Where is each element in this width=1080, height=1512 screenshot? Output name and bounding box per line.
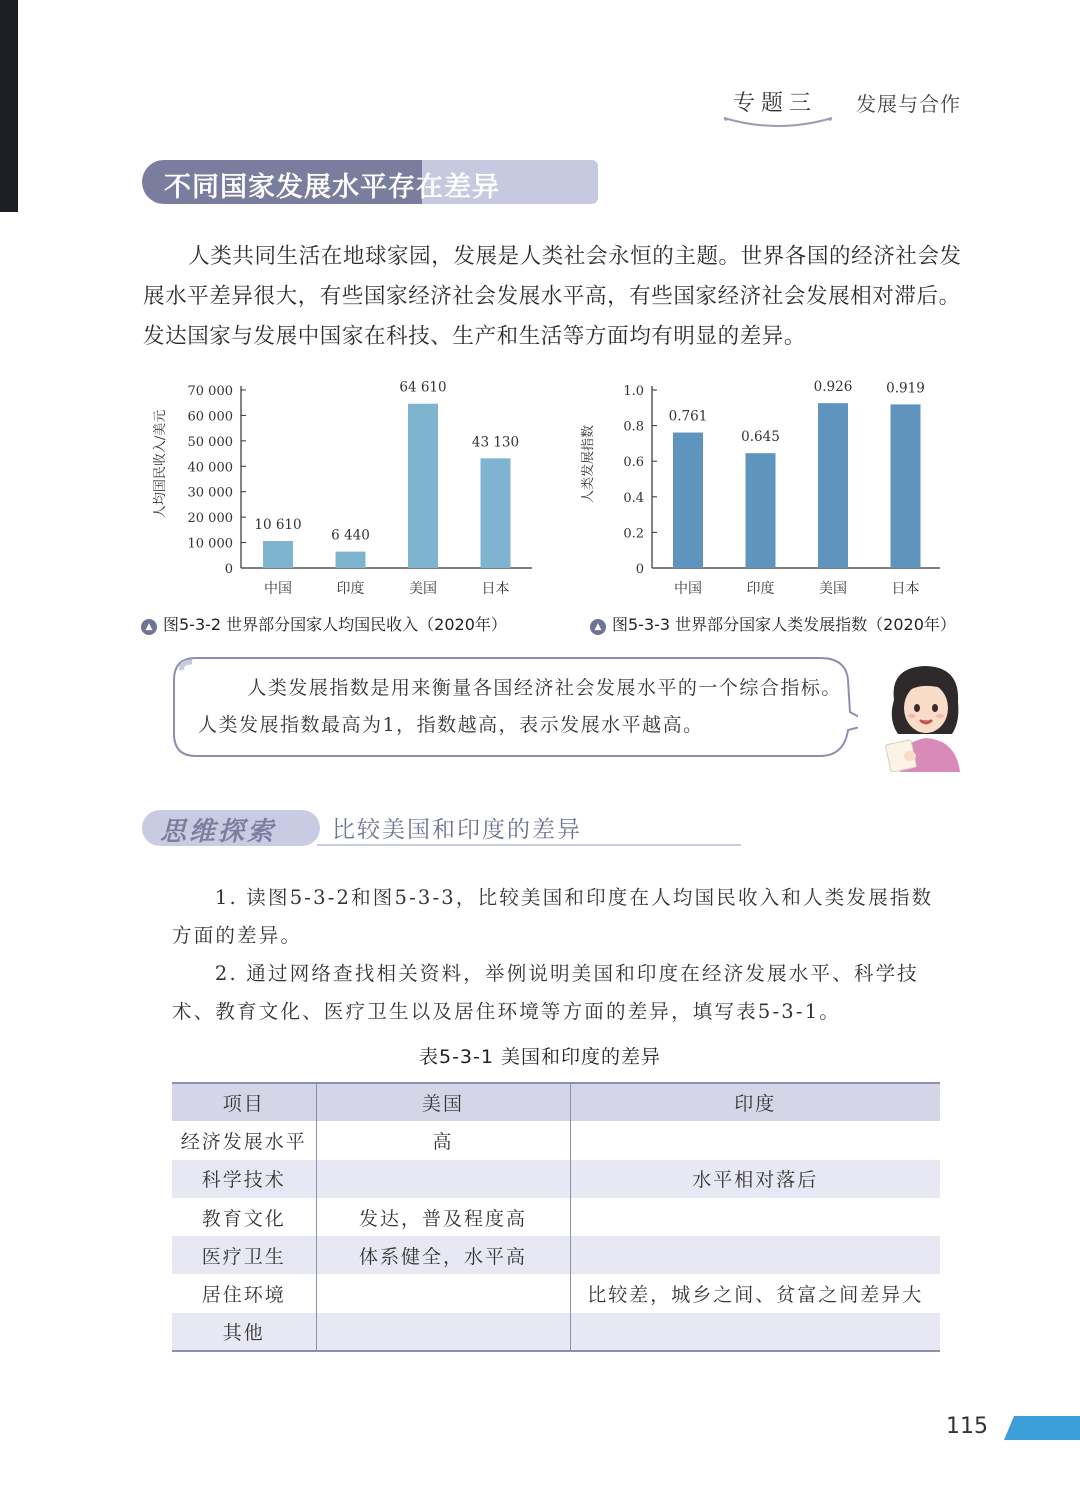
- usa-cell: 发达，普及程度高: [316, 1198, 570, 1236]
- book-spine-edge: [0, 0, 18, 212]
- header-topic: 专题三: [733, 91, 818, 116]
- bar-2: [336, 552, 366, 568]
- triangle-bullet-icon: ▲: [141, 619, 157, 635]
- bar-2: [746, 453, 776, 568]
- x-tick-label: 美国: [819, 581, 847, 597]
- y-tick-label: 1.0: [623, 384, 644, 399]
- y-tick-label: 20 000: [187, 511, 233, 527]
- y-tick-label: 70 000: [187, 384, 233, 399]
- comparison-table: [172, 1082, 940, 1352]
- bar-value-label: 0.919: [886, 380, 925, 397]
- y-tick-label: 0.8: [623, 419, 644, 435]
- header-cell-item: 项目: [172, 1083, 316, 1121]
- usa-cell: [316, 1313, 570, 1351]
- row-label: 居住环境: [172, 1274, 316, 1312]
- y-axis-label: 人类发展指数: [581, 424, 596, 504]
- triangle-bullet-icon: ▲: [590, 619, 606, 635]
- bar-3: [408, 404, 438, 568]
- row-label: 其他: [172, 1313, 316, 1351]
- bar-4: [891, 404, 921, 568]
- explore-underline: [317, 844, 741, 846]
- intro-paragraph: 人类共同生活在地球家园，发展是人类社会永恒的主题。世界各国的经济社会发展水平差异很大，有些国家经济社会发展水平高，有些国家经济社会发展相对滞后。发达国家与发展中国家在科技、生产和生活等方面均有明显的差异。: [143, 244, 962, 349]
- y-tick-label: 40 000: [187, 460, 233, 476]
- table-row: [172, 1274, 940, 1312]
- bar-value-label: 0.645: [741, 429, 780, 446]
- chart1-caption: 图5-3-2 世界部分国家人均国民收入（2020年）: [163, 615, 507, 634]
- usa-cell: [316, 1274, 570, 1312]
- x-tick-label: 中国: [674, 581, 702, 597]
- y-tick-label: 30 000: [187, 485, 233, 501]
- bar-value-label: 64 610: [399, 379, 447, 396]
- usa-cell: [316, 1160, 570, 1198]
- bar-1: [263, 541, 293, 568]
- usa-cell: 高: [316, 1121, 570, 1159]
- india-cell: 比较差，城乡之间、贫富之间差异大: [587, 1284, 924, 1307]
- table-row: [172, 1121, 940, 1159]
- india-cell: [570, 1121, 940, 1159]
- explore-title: 比较美国和印度的差异: [332, 817, 582, 843]
- header-swoosh-decoration: [722, 112, 834, 130]
- question-2: 2. 通过网络查找相关资料，举例说明美国和印度在经济发展水平、科学技术、教育文化、医疗卫生以及居住环境等方面的差异，填写表5-3-1。: [172, 962, 919, 1023]
- y-tick-label: 0.6: [623, 455, 644, 471]
- x-tick-label: 日本: [481, 581, 510, 597]
- row-label: 教育文化: [172, 1198, 316, 1236]
- bar-value-label: 6 440: [331, 527, 370, 544]
- row-label: 医疗卫生: [172, 1236, 316, 1274]
- teacher-illustration: [884, 660, 970, 772]
- y-tick-label: 0: [224, 562, 233, 577]
- x-tick-label: 美国: [409, 581, 437, 597]
- header-cell-usa: 美国: [316, 1083, 570, 1121]
- chart1-caption-wrap: [141, 612, 507, 635]
- section-title: 不同国家发展水平存在差异: [164, 172, 500, 203]
- page-number: 115: [946, 1414, 988, 1439]
- bar-1: [673, 433, 703, 568]
- section-banner: [142, 160, 598, 204]
- y-axis-label: 人均国民收入/美元: [153, 409, 168, 519]
- table-row: [172, 1198, 940, 1236]
- bar-value-label: 43 130: [471, 434, 520, 451]
- chart-gni-per-capita: [150, 372, 550, 604]
- y-tick-label: 0.2: [623, 526, 644, 542]
- india-cell: 水平相对落后: [692, 1169, 819, 1192]
- x-tick-label: 印度: [746, 581, 775, 597]
- usa-cell: 体系健全，水平高: [316, 1236, 570, 1274]
- row-label: 科学技术: [172, 1160, 316, 1198]
- x-tick-label: 印度: [336, 581, 365, 597]
- table-row: [172, 1313, 940, 1351]
- bar-value-label: 0.761: [668, 408, 708, 425]
- bar-3: [818, 403, 848, 568]
- page-number-bar: [1004, 1416, 1080, 1440]
- table-title: 表5-3-1 美国和印度的差异: [418, 1046, 662, 1068]
- y-tick-label: 60 000: [187, 409, 233, 425]
- question-1: 1. 读图5-3-2和图5-3-3，比较美国和印度在人均国民收入和人类发展指数方面的差异。: [172, 886, 934, 947]
- bubble-text: 人类发展指数是用来衡量各国经济社会发展水平的一个综合指标。人类发展指数最高为1，指数越高，表示发展水平越高。: [198, 677, 842, 736]
- explore-banner: [142, 808, 598, 848]
- x-tick-label: 中国: [264, 581, 292, 597]
- y-tick-label: 50 000: [187, 434, 233, 450]
- chart2-caption: 图5-3-3 世界部分国家人类发展指数（2020年）: [612, 615, 956, 634]
- y-tick-label: 0: [635, 562, 644, 577]
- bar-value-label: 0.926: [813, 379, 853, 396]
- india-cell: [570, 1236, 940, 1274]
- table-header-row: [172, 1083, 940, 1121]
- row-label: 经济发展水平: [172, 1121, 316, 1159]
- india-cell: [570, 1198, 940, 1236]
- explore-label: 思维探索: [160, 817, 277, 847]
- header-title: 发展与合作: [856, 92, 961, 116]
- chart-human-development-index: [578, 372, 958, 604]
- bar-value-label: 10 610: [254, 517, 302, 534]
- bar-4: [481, 458, 511, 568]
- table-row: [172, 1236, 940, 1274]
- header-cell-india: 印度: [734, 1093, 777, 1116]
- chart2-caption-wrap: [590, 612, 956, 635]
- table-row: [172, 1160, 940, 1198]
- x-tick-label: 日本: [891, 581, 920, 597]
- y-tick-label: 10 000: [187, 536, 233, 552]
- y-tick-label: 0.4: [623, 490, 644, 506]
- india-cell: [570, 1313, 940, 1351]
